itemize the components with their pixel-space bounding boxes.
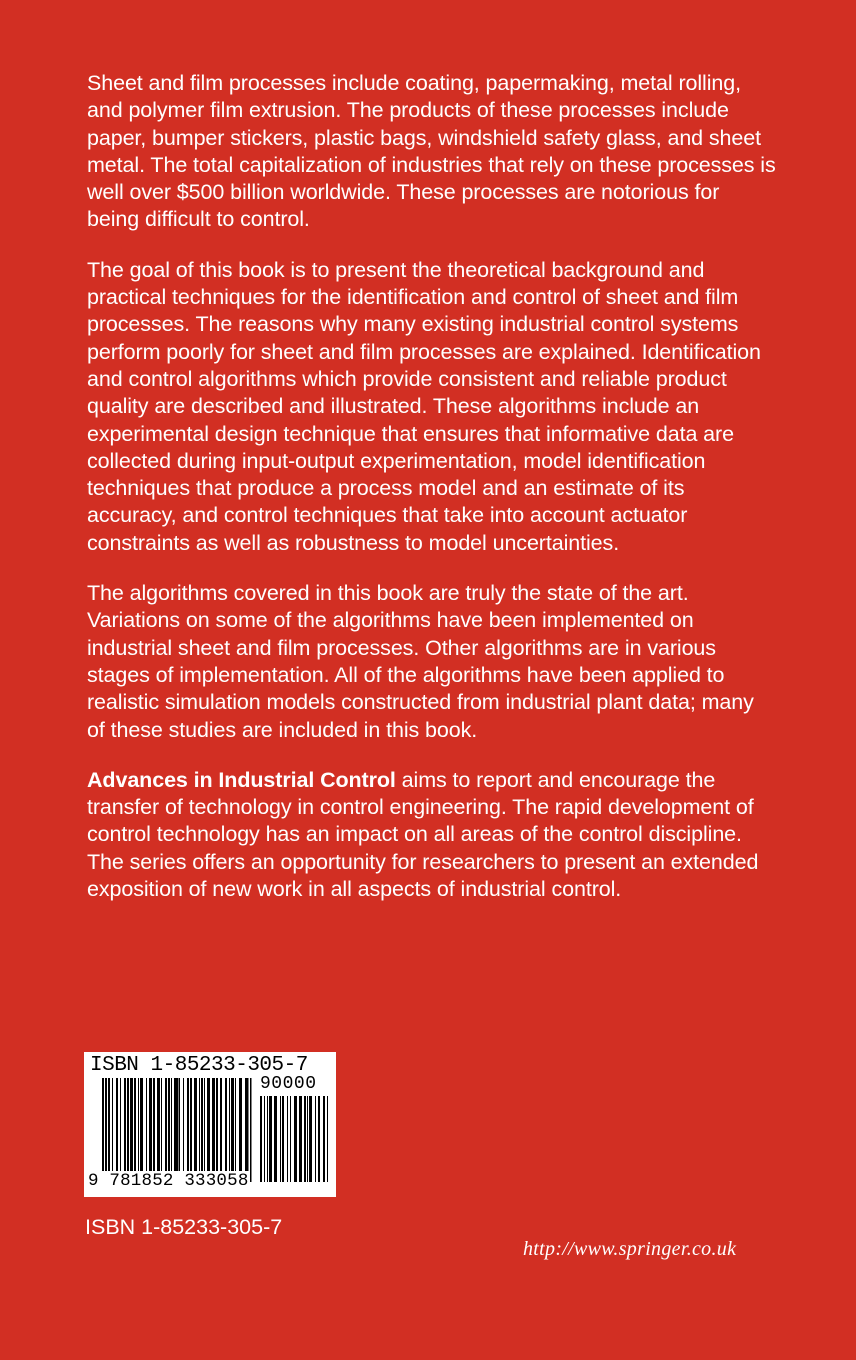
series-description: aims to report and encourage the transfer of technology in control engineering. The rapid development of control technology has an impact on all areas of the control discipline. The series offers an opportunity for researchers to present an extended exposition of new work in all aspects of industrial control. (87, 767, 759, 902)
barcode-guard-bar (174, 1078, 176, 1182)
barcode-digits: 9 781852 333058 (88, 1171, 249, 1191)
barcode-bar (315, 1096, 316, 1182)
barcode-bar (309, 1096, 312, 1182)
barcode-bar (294, 1096, 297, 1182)
barcode-bar (134, 1078, 136, 1172)
barcode-guard-bar (247, 1078, 249, 1182)
barcode-bar (108, 1078, 110, 1172)
barcode-bar (138, 1078, 139, 1172)
blurb-paragraph-1: Sheet and film processes include coating, papermaking, metal rolling, and polymer film extrusion. The products of these processes include paper, bumper stickers, plastic bags, windshield safety glass, and sheet metal. The total capitalization of industries that rely on these processes is well over $500 billion worldwide. These processes are notorious for being difficult to control. (87, 71, 776, 232)
barcode-bar (194, 1078, 197, 1172)
barcode-bar (225, 1078, 227, 1172)
barcode-bar (183, 1078, 184, 1172)
barcode-bar (212, 1078, 215, 1172)
barcode-bar (187, 1078, 189, 1172)
isbn-number: ISBN 1-85233-305-7 (85, 1215, 283, 1239)
barcode-bar (199, 1078, 200, 1172)
barcode-bar (127, 1078, 129, 1172)
barcode-isbn-label: ISBN 1-85233-305-7 (90, 1054, 308, 1077)
blurb-paragraph-2: The goal of this book is to present the theoretical background and practical techniques for the identification and control of sheet and film processes. The reasons why many existing industrial control systems perform poorly for sheet and film processes are explained. Identification and control algorithms which provide consistent and reliable product quality are described and illustrated. These algorithms include an experimental design technique that ensures that informative data are collected during input-output experimentation, model identification techniques that produce a process model and an estimate of its accuracy, and control techniques that take into account actuator constraints as well as robustness to model uncertainties. (87, 257, 761, 555)
barcode-guard-bar (102, 1078, 104, 1182)
barcode-bar (124, 1078, 126, 1172)
barcode-bar (220, 1078, 222, 1172)
barcode-bar (235, 1078, 236, 1172)
barcode-bar (146, 1078, 147, 1172)
barcode-bar (282, 1096, 284, 1182)
series-name: Advances in Industrial Control (87, 767, 396, 792)
barcode-bar (304, 1096, 306, 1182)
barcode-bar (274, 1096, 277, 1182)
barcode-bar (216, 1078, 218, 1172)
barcode-bar (231, 1078, 234, 1172)
barcode-bar (204, 1078, 205, 1172)
barcode-bar (149, 1078, 152, 1172)
barcode-bar (207, 1078, 210, 1172)
blurb-paragraph-3: The algorithms covered in this book are truly the state of the art. Variations on some of the algorithms have been implemented on industrial sheet and film processes. Other algorithms are in various stages of implementation. All of the algorithms have been applied to realistic simulation models constructed from industrial plant data; many of these studies are included in this book. (87, 581, 754, 742)
barcode-bar (179, 1078, 180, 1172)
barcode-bar (229, 1078, 230, 1172)
barcode-bar (280, 1096, 281, 1182)
barcode-bar (171, 1078, 172, 1172)
barcode-addon-price: 90000 (260, 1074, 317, 1094)
barcode-bar (299, 1096, 302, 1182)
isbn-barcode (84, 1052, 336, 1197)
barcode-bar (153, 1078, 155, 1172)
barcode-bar (201, 1078, 203, 1172)
barcode-bar (307, 1096, 308, 1182)
barcode-bar (287, 1096, 288, 1182)
barcode-bar (168, 1078, 170, 1172)
barcode-bar (290, 1096, 291, 1182)
barcode-guard-bar (250, 1078, 252, 1182)
barcode-guard-bar (177, 1078, 179, 1182)
barcode-bar (161, 1078, 162, 1172)
barcode-bar (120, 1078, 121, 1172)
barcode-bar (140, 1078, 143, 1172)
barcode-guard-bar (105, 1078, 107, 1182)
barcode-bar (327, 1096, 328, 1182)
barcode-bar (165, 1078, 167, 1172)
barcode-bar (264, 1096, 265, 1182)
barcode-bar (157, 1078, 160, 1172)
barcode-bar (323, 1096, 325, 1182)
blurb-text (87, 70, 777, 903)
barcode-bar (116, 1078, 118, 1172)
barcode-bar (112, 1078, 113, 1172)
barcode-bar (267, 1096, 268, 1182)
blurb-paragraph-4 (87, 767, 777, 903)
barcode-bar (130, 1078, 133, 1172)
barcode-bar (190, 1078, 192, 1172)
barcode-bar (318, 1096, 320, 1182)
publisher-url: http://www.springer.co.uk (523, 1238, 737, 1260)
barcode-bar (269, 1096, 272, 1182)
barcode-bar (260, 1096, 262, 1182)
barcode-bar (239, 1078, 242, 1172)
